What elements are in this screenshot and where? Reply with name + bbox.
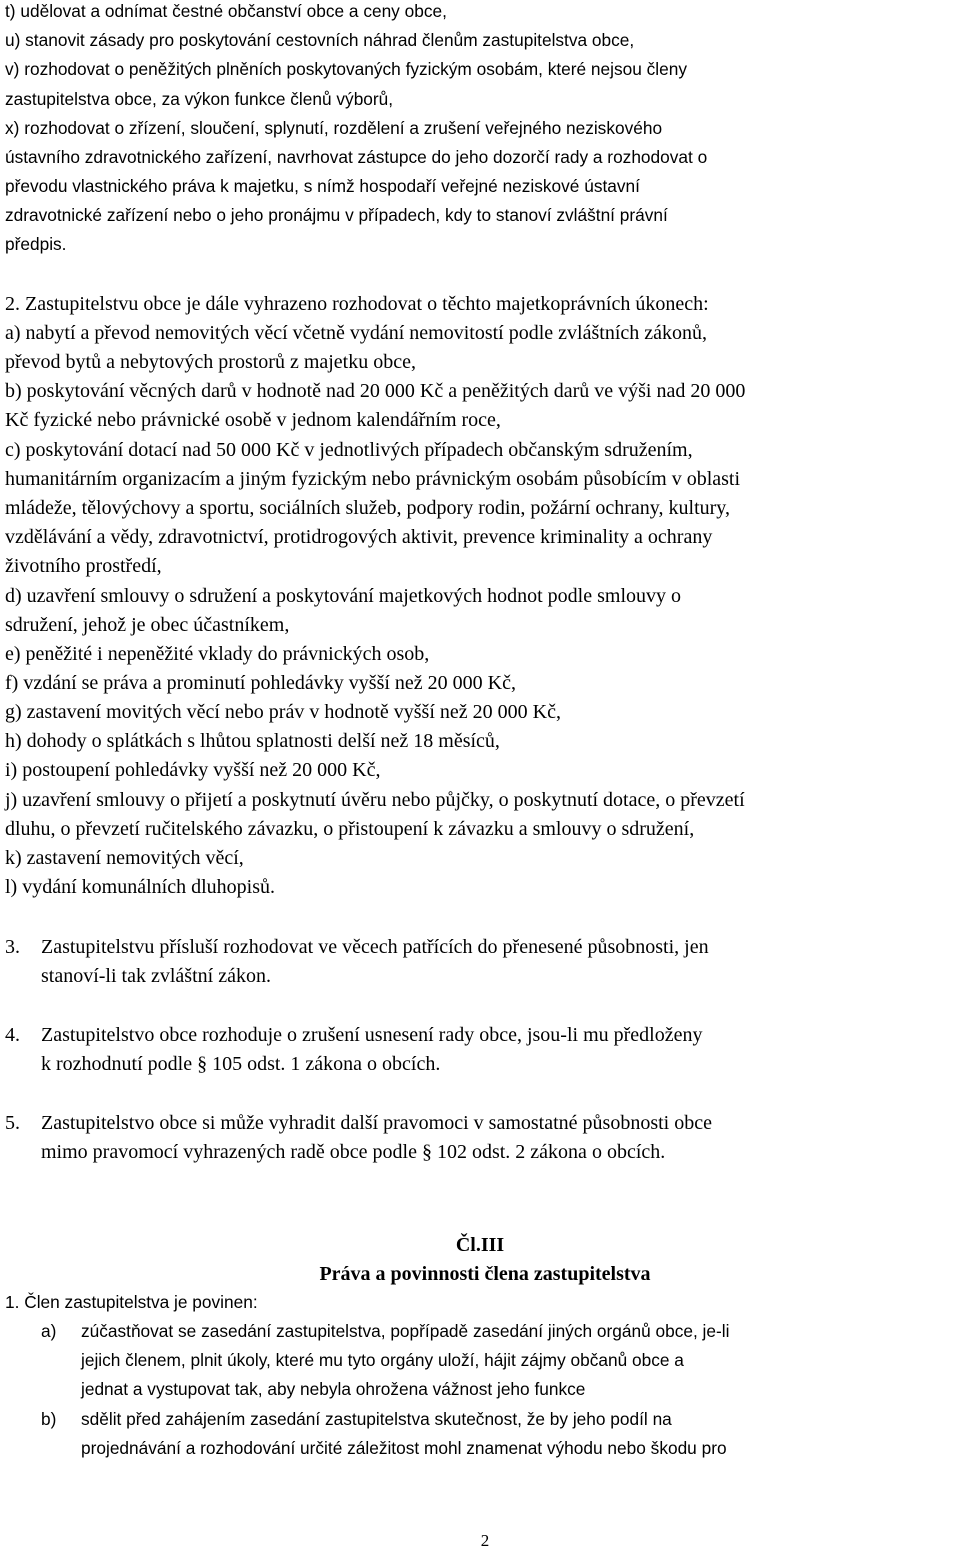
text-line: ústavního zdravotnického zařízení, navrhovat zástupce do jeho dozorčí rady a rozhodovat o: [5, 147, 708, 167]
text-line: e) peněžité i nepeněžité vklady do právnických osob,: [5, 643, 430, 665]
text-line: Kč fyzické nebo právnické osobě v jednom kalendářním roce,: [5, 409, 501, 431]
text-line: i) postoupení pohledávky vyšší než 20 000 Kč,: [5, 759, 381, 781]
text-line: zúčastňovat se zasedání zastupitelstva, popřípadě zasedání jiných orgánů obce, je-li: [81, 1321, 730, 1341]
text-line: humanitárním organizacím a jiným fyzickým nebo právnickým osobám působícím v oblasti: [5, 468, 741, 490]
text-line: zdravotnické zařízení nebo o jeho pronájmu v případech, kdy to stanoví zvláštní právní: [5, 205, 668, 225]
text-line: sdružení, jehož je obec účastníkem,: [5, 614, 290, 636]
item-label: a): [41, 1321, 57, 1341]
text-line: jednat a vystupovat tak, aby nebyla ohrožena vážnost jeho funkce: [81, 1379, 586, 1399]
article-title: Práva a povinnosti člena zastupitelstva: [319, 1263, 651, 1285]
text-line: x) rozhodovat o zřízení, sloučení, splynutí, rozdělení a zrušení veřejného neziskového: [5, 118, 663, 138]
text-line: c) poskytování dotací nad 50 000 Kč v jednotlivých případech občanským sdružením,: [5, 439, 693, 461]
text-line: převod bytů a nebytových prostorů z majetku obce,: [5, 351, 416, 373]
text-line: převodu vlastnického práva k majetku, s nímž hospodaří veřejné neziskové ústavní: [5, 176, 640, 196]
item-number: 4.: [5, 1024, 20, 1046]
text-line: projednávání a rozhodování určité záležitost mohl znamenat výhodu nebo škodu pro: [81, 1438, 727, 1458]
text-line: j) uzavření smlouvy o přijetí a poskytnutí úvěru nebo půjčky, o poskytnutí dotace, o převzetí: [5, 789, 745, 811]
item-number: 5.: [5, 1112, 20, 1134]
text-line: g) zastavení movitých věcí nebo práv v hodnotě vyšší než 20 000 Kč,: [5, 701, 561, 723]
text-line: vzdělávání a vědy, zdravotnictví, protidrogových aktivit, prevence kriminality a ochrany: [5, 526, 713, 548]
text-line: f) vzdání se práva a prominutí pohledávky vyšší než 20 000 Kč,: [5, 672, 516, 694]
text-line: l) vydání komunálních dluhopisů.: [5, 876, 275, 898]
text-line: 2. Zastupitelstvu obce je dále vyhrazeno rozhodovat o těchto majetkoprávních úkonech:: [5, 293, 709, 315]
text-line: předpis.: [5, 234, 67, 254]
text-line: jejich členem, plnit úkoly, které mu tyto orgány uloží, hájit zájmy občanů obce a: [81, 1350, 684, 1370]
text-line: stanoví-li tak zvláštní zákon.: [41, 965, 271, 987]
text-line: v) rozhodovat o peněžitých plněních poskytovaných fyzickým osobám, které nejsou členy: [5, 59, 687, 79]
text-line: dluhu, o převzetí ručitelského závazku, o přistoupení k závazku a smlouvy o sdružení,: [5, 818, 695, 840]
text-line: k rozhodnutí podle § 105 odst. 1 zákona o obcích.: [41, 1053, 441, 1075]
text-line: 1. Člen zastupitelstva je povinen:: [5, 1292, 258, 1312]
text-line: životního prostředí,: [5, 555, 162, 577]
text-line: mimo pravomocí vyhrazených radě obce podle § 102 odst. 2 zákona o obcích.: [41, 1141, 666, 1163]
item-label: b): [41, 1409, 57, 1429]
text-line: mládeže, tělovýchovy a sportu, sociálních služeb, podpory rodin, požární ochrany, kultury,: [5, 497, 730, 519]
text-line: sdělit před zahájením zasedání zastupitelstva skutečnost, že by jeho podíl na: [81, 1409, 672, 1429]
text-line: Zastupitelstvo obce si může vyhradit další pravomoci v samostatné působnosti obce: [41, 1112, 712, 1134]
text-line: Zastupitelstvu přísluší rozhodovat ve věcech patřících do přenesené působnosti, jen: [41, 936, 709, 958]
text-line: d) uzavření smlouvy o sdružení a poskytování majetkových hodnot podle smlouvy o: [5, 585, 681, 607]
page-number: 2: [480, 1531, 490, 1550]
text-line: b) poskytování věcných darů v hodnotě nad 20 000 Kč a peněžitých darů ve výši nad 20 000: [5, 380, 746, 402]
item-number: 3.: [5, 936, 20, 958]
text-line: t) udělovat a odnímat čestné občanství obce a ceny obce,: [5, 1, 447, 21]
text-line: h) dohody o splátkách s lhůtou splatnosti delší než 18 měsíců,: [5, 730, 500, 752]
article-number: Čl.III: [455, 1234, 505, 1256]
text-line: a) nabytí a převod nemovitých věcí včetně vydání nemovitostí podle zvláštních zákonů,: [5, 322, 708, 344]
text-line: k) zastavení nemovitých věcí,: [5, 847, 244, 869]
text-line: zastupitelstva obce, za výkon funkce členů výborů,: [5, 89, 394, 109]
text-line: u) stanovit zásady pro poskytování cestovních náhrad členům zastupitelstva obce,: [5, 30, 635, 50]
text-line: Zastupitelstvo obce rozhoduje o zrušení usnesení rady obce, jsou-li mu předloženy: [41, 1024, 703, 1046]
